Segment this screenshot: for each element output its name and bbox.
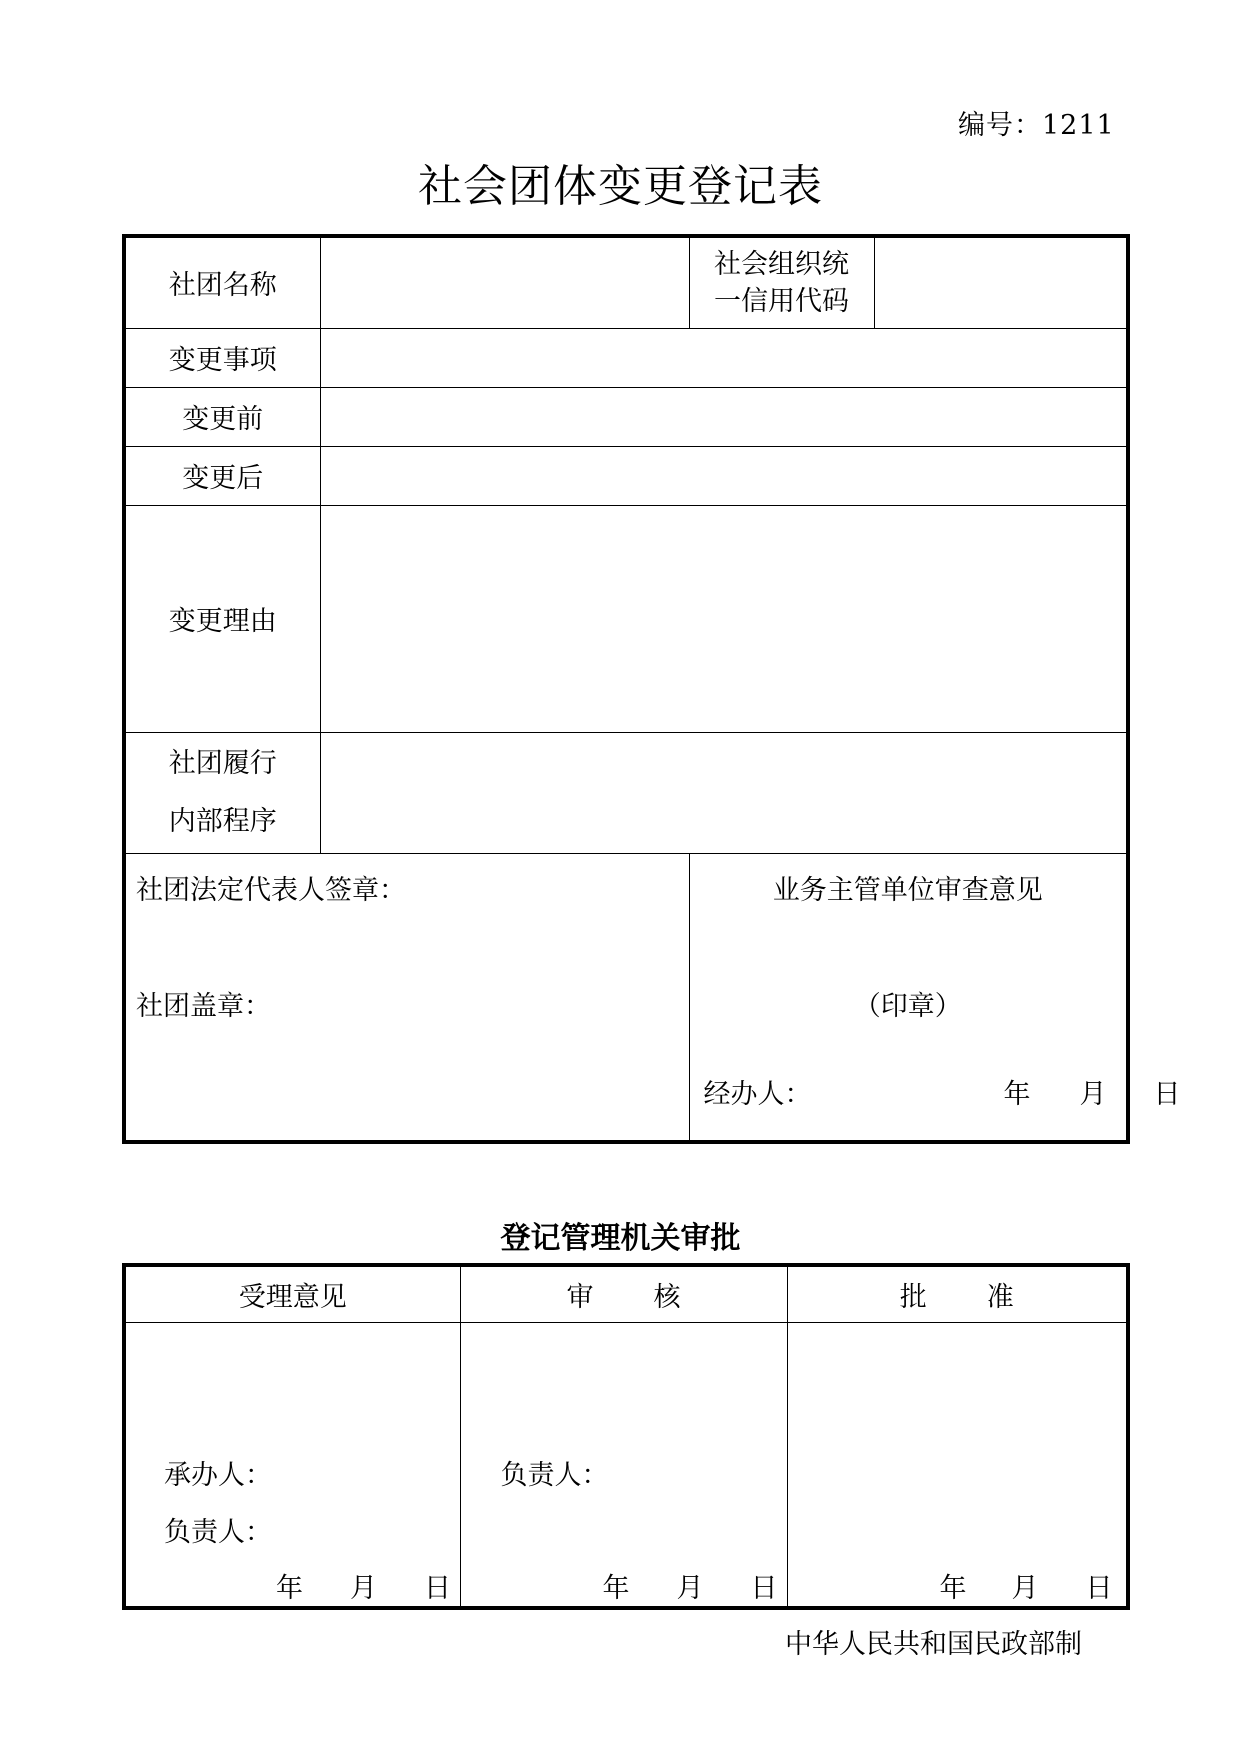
handler-label: 经办人： xyxy=(703,1078,812,1110)
review-day-label: 日 xyxy=(750,1572,778,1604)
approve-header-char2: 准 xyxy=(986,1281,1014,1313)
seal-note: （印章） xyxy=(853,990,962,1022)
approve-year-label: 年 xyxy=(939,1572,967,1604)
accept-opinion-header: 受理意见 xyxy=(124,1265,460,1322)
change-registration-table xyxy=(122,234,1181,1144)
org-name-field[interactable] xyxy=(320,236,689,328)
internal-procedure-field[interactable] xyxy=(320,732,1128,853)
accept-responsible-label: 负责人： xyxy=(164,1516,272,1548)
internal-procedure-label xyxy=(124,732,320,853)
supervisor-year-label: 年 xyxy=(1003,1078,1031,1110)
change-reason-label: 变更理由 xyxy=(124,505,320,732)
review-header xyxy=(460,1265,787,1322)
review-responsible-label: 负责人： xyxy=(500,1459,609,1491)
before-change-field[interactable] xyxy=(320,387,1128,446)
supervisor-day-label: 日 xyxy=(1153,1078,1181,1110)
approve-header-char1: 批 xyxy=(899,1281,927,1313)
serial-number: 编号：1211 xyxy=(958,110,1115,141)
undertaker-label: 承办人： xyxy=(164,1459,272,1491)
approve-header xyxy=(787,1265,1128,1322)
form-title: 社会团体变更登记表 xyxy=(418,161,823,212)
credit-code-label-line2: 一信用代码 xyxy=(714,285,849,317)
accept-opinion-cell[interactable] xyxy=(124,1322,460,1608)
review-cell[interactable] xyxy=(460,1322,787,1608)
review-month-label: 月 xyxy=(676,1572,704,1604)
change-item-field[interactable] xyxy=(320,328,1128,387)
org-seal-label: 社团盖章： xyxy=(136,990,271,1022)
supervisor-opinion-label: 业务主管单位审查意见 xyxy=(772,874,1043,906)
before-change-label: 变更前 xyxy=(124,387,320,446)
supervisor-opinion-cell[interactable] xyxy=(689,853,1181,1142)
credit-code-label xyxy=(689,236,874,328)
issuer-footer: 中华人民共和国民政部制 xyxy=(785,1629,1082,1660)
credit-code-label-line1: 社会组织统 xyxy=(714,248,849,280)
org-signature-cell[interactable] xyxy=(124,853,689,1142)
approval-table xyxy=(122,1263,1130,1610)
accept-month-label: 月 xyxy=(350,1572,377,1604)
org-name-label: 社团名称 xyxy=(124,236,320,328)
internal-procedure-label-line2: 内部程序 xyxy=(168,805,277,837)
accept-year-label: 年 xyxy=(276,1572,303,1604)
credit-code-field[interactable] xyxy=(874,236,1128,328)
after-change-field[interactable] xyxy=(320,446,1128,505)
supervisor-month-label: 月 xyxy=(1079,1078,1107,1110)
approve-day-label: 日 xyxy=(1085,1572,1113,1604)
review-year-label: 年 xyxy=(602,1572,630,1604)
change-reason-field[interactable] xyxy=(320,505,1128,732)
internal-procedure-label-line1: 社团履行 xyxy=(168,747,277,779)
approve-cell[interactable] xyxy=(787,1322,1128,1608)
approve-month-label: 月 xyxy=(1011,1572,1039,1604)
after-change-label: 变更后 xyxy=(124,446,320,505)
legal-rep-sign-label: 社团法定代表人签章： xyxy=(136,874,406,906)
approval-section-title: 登记管理机关审批 xyxy=(500,1221,741,1256)
accept-day-label: 日 xyxy=(424,1572,451,1604)
review-header-char2: 核 xyxy=(653,1281,681,1313)
review-header-char1: 审 xyxy=(566,1281,594,1313)
change-item-label: 变更事项 xyxy=(124,328,320,387)
